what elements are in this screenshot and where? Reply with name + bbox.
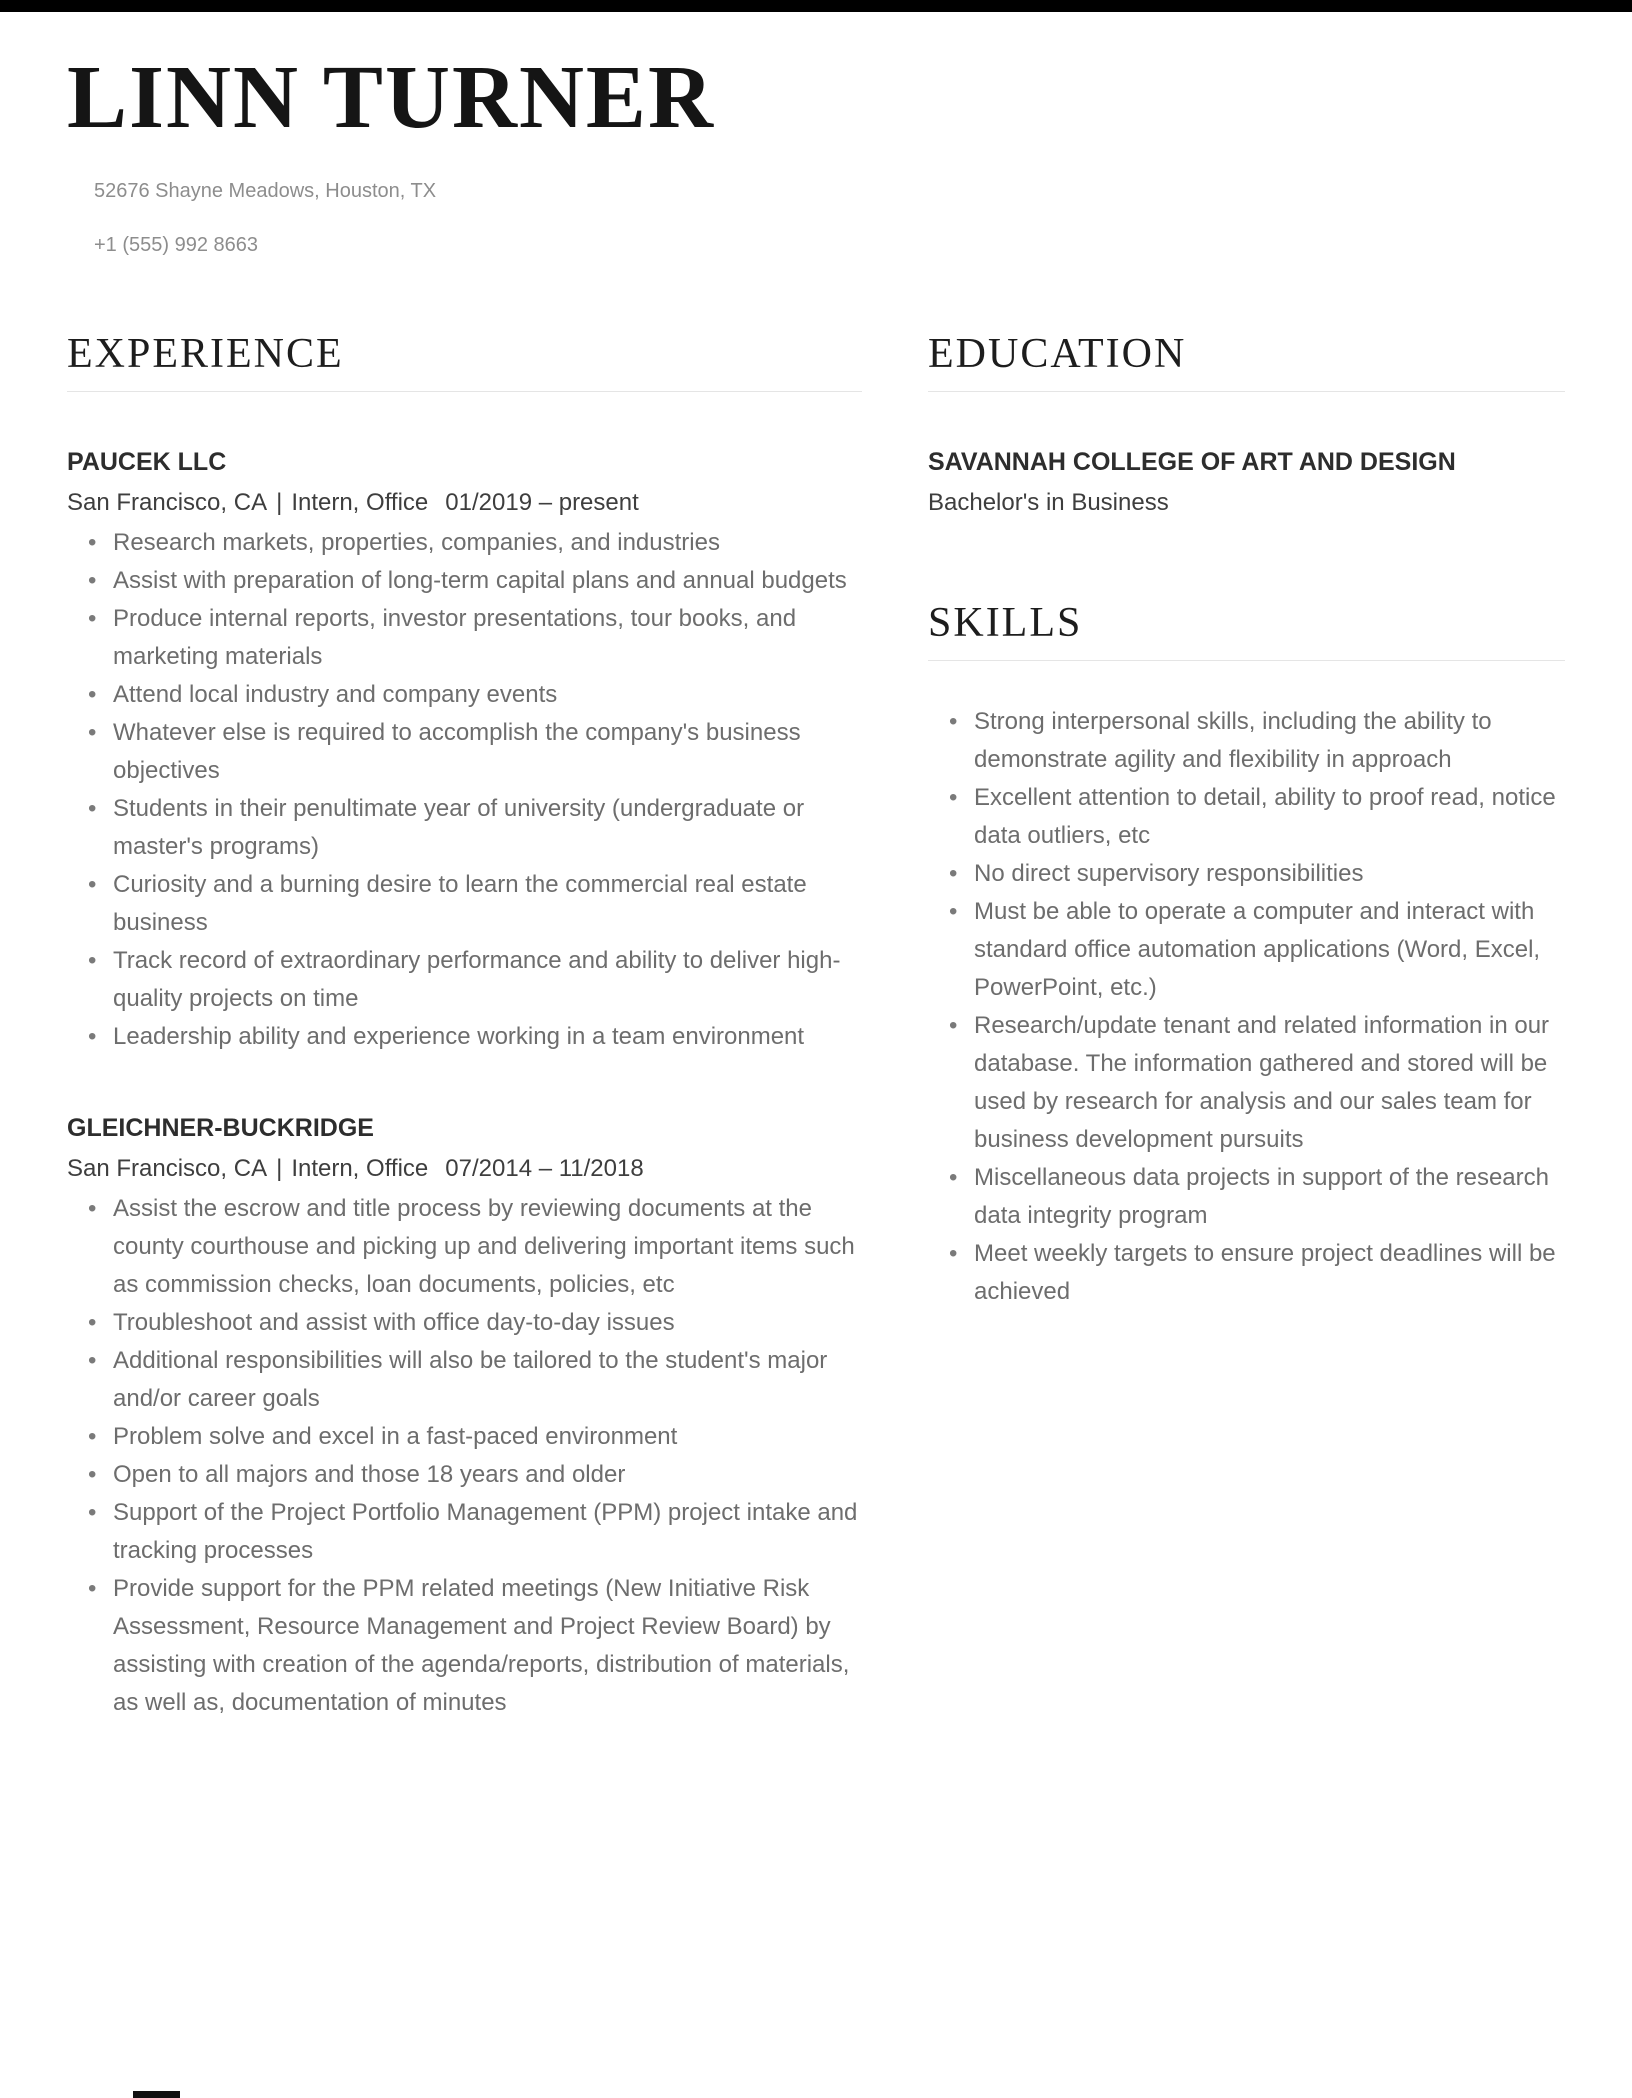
right-column <box>928 333 1565 1311</box>
experience-section <box>67 333 862 1722</box>
job-location: San Francisco, CA <box>67 1155 268 1182</box>
job-bullet-item: • Support of the Project Portfolio Management (PPM) project intake and tracking processes <box>67 1494 862 1570</box>
job-bullet-item: • Assist the escrow and title process by reviewing documents at the county courthouse and picking up and delivering important items such as commission checks, loan documents, policies, etc <box>67 1190 862 1304</box>
skills-section <box>928 602 1565 1311</box>
job-bullet-item: • Troubleshoot and assist with office day-to-day issues <box>67 1304 862 1342</box>
job-title: Intern, Office <box>291 1155 429 1182</box>
resume-columns <box>67 333 1565 1722</box>
job-meta <box>67 1153 862 1184</box>
job-bullet-list <box>67 1190 862 1722</box>
skill-bullet-item: • Meet weekly targets to ensure project deadlines will be achieved <box>928 1235 1565 1311</box>
job-separator: | <box>276 489 283 516</box>
job-dates: 01/2019 – present <box>445 489 639 516</box>
skill-bullet-item: • No direct supervisory responsibilities <box>928 855 1565 893</box>
job-company: GLEICHNER-BUCKRIDGE <box>67 1114 374 1142</box>
job-bullet-item: • Students in their penultimate year of university (undergraduate or master's programs) <box>67 790 862 866</box>
job-bullet-item: • Leadership ability and experience working in a team environment <box>67 1018 862 1056</box>
job-bullet-item: • Track record of extraordinary performance and ability to deliver high-quality projects on time <box>67 942 862 1018</box>
job-bullet-item: • Curiosity and a burning desire to learn the commercial real estate business <box>67 866 862 942</box>
skill-bullet-item: • Strong interpersonal skills, including the ability to demonstrate agility and flexibility in approach <box>928 703 1565 779</box>
job-company: PAUCEK LLC <box>67 448 227 476</box>
job-bullet-list <box>67 524 862 1056</box>
skill-bullet-item: • Excellent attention to detail, ability to proof read, notice data outliers, etc <box>928 779 1565 855</box>
resume-page <box>0 12 1632 1722</box>
resume-header <box>67 48 1565 257</box>
job-title: Intern, Office <box>291 489 429 516</box>
job-bullet-item: • Whatever else is required to accomplish the company's business objectives <box>67 714 862 790</box>
contact-phone: +1 (555) 992 8663 <box>94 234 259 256</box>
job-bullet-item: • Additional responsibilities will also be tailored to the student's major and/or career goals <box>67 1342 862 1418</box>
next-page-edge-artifact <box>133 2091 180 2098</box>
skills-bullet-list <box>928 703 1565 1311</box>
education-school: SAVANNAH COLLEGE OF ART AND DESIGN <box>928 448 1456 476</box>
job-bullet-item: • Research markets, properties, companies, and industries <box>67 524 862 562</box>
job-separator: | <box>276 1155 283 1182</box>
contact-address: 52676 Shayne Meadows, Houston, TX <box>94 180 437 202</box>
job-entry-paucek <box>67 446 862 1056</box>
job-location: San Francisco, CA <box>67 489 268 516</box>
job-entry-gleichner <box>67 1112 862 1722</box>
skills-heading: SKILLS <box>928 602 1565 661</box>
job-meta <box>67 487 862 518</box>
job-dates: 07/2014 – 11/2018 <box>445 1155 644 1182</box>
job-bullet-item: • Problem solve and excel in a fast-paced environment <box>67 1418 862 1456</box>
education-degree: Bachelor's in Business <box>928 489 1169 516</box>
education-heading: EDUCATION <box>928 333 1565 392</box>
skill-bullet-item: • Must be able to operate a computer and interact with standard office automation applications (Word, Excel, PowerPoint, etc.) <box>928 893 1565 1007</box>
page-top-bar <box>0 0 1632 12</box>
job-bullet-item: • Open to all majors and those 18 years and older <box>67 1456 862 1494</box>
experience-heading: EXPERIENCE <box>67 333 862 392</box>
job-bullet-item: • Attend local industry and company events <box>67 676 862 714</box>
contact-info <box>94 179 1565 257</box>
education-section <box>928 333 1565 518</box>
job-bullet-item: • Assist with preparation of long-term capital plans and annual budgets <box>67 562 862 600</box>
candidate-name: LINN TURNER <box>67 48 715 147</box>
job-bullet-item: • Provide support for the PPM related meetings (New Initiative Risk Assessment, Resource Management and Project Review Board) by assisting with creation of the agenda/reports, distribution of materials, as well as, documentation of minutes <box>67 1570 862 1722</box>
job-bullet-item: • Produce internal reports, investor presentations, tour books, and marketing materials <box>67 600 862 676</box>
skill-bullet-item: • Research/update tenant and related information in our database. The information gathered and stored will be used by research for analysis and our sales team for business development pursuits <box>928 1007 1565 1159</box>
skill-bullet-item: • Miscellaneous data projects in support of the research data integrity program <box>928 1159 1565 1235</box>
